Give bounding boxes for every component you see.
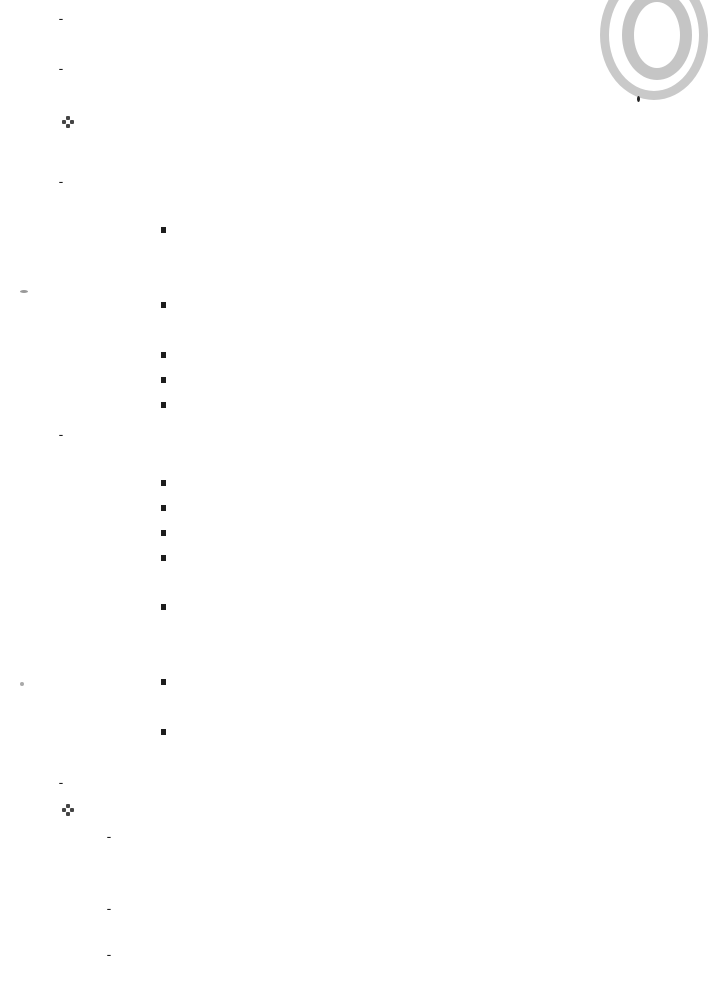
square-bullet-icon xyxy=(161,530,166,536)
diamond-bullet-icon xyxy=(62,804,74,816)
dash-bullet-icon: - xyxy=(58,774,64,790)
dash-bullet-icon: - xyxy=(58,10,64,26)
dash-bullet-icon: - xyxy=(106,900,112,916)
square-bullet-icon xyxy=(161,352,166,358)
square-bullet-icon xyxy=(161,604,166,610)
ink-speck xyxy=(20,682,24,686)
square-bullet-icon xyxy=(161,227,166,233)
square-bullet-icon xyxy=(161,505,166,511)
diamond-bullet-icon xyxy=(62,116,74,128)
square-bullet-icon xyxy=(161,555,166,561)
dash-bullet-icon: - xyxy=(58,60,64,76)
square-bullet-icon xyxy=(161,480,166,486)
dash-bullet-icon: - xyxy=(106,946,112,962)
square-bullet-icon xyxy=(161,679,166,685)
dash-bullet-icon: - xyxy=(106,828,112,844)
dash-bullet-icon: - xyxy=(58,426,64,442)
ink-speck xyxy=(637,96,640,102)
square-bullet-icon xyxy=(161,377,166,383)
square-bullet-icon xyxy=(161,302,166,308)
square-bullet-icon xyxy=(161,402,166,408)
square-bullet-icon xyxy=(161,729,166,735)
ink-speck xyxy=(20,290,28,293)
official-stamp-gray xyxy=(600,0,708,100)
dash-bullet-icon: - xyxy=(58,173,64,189)
official-stamp-gray-inner xyxy=(622,0,692,80)
